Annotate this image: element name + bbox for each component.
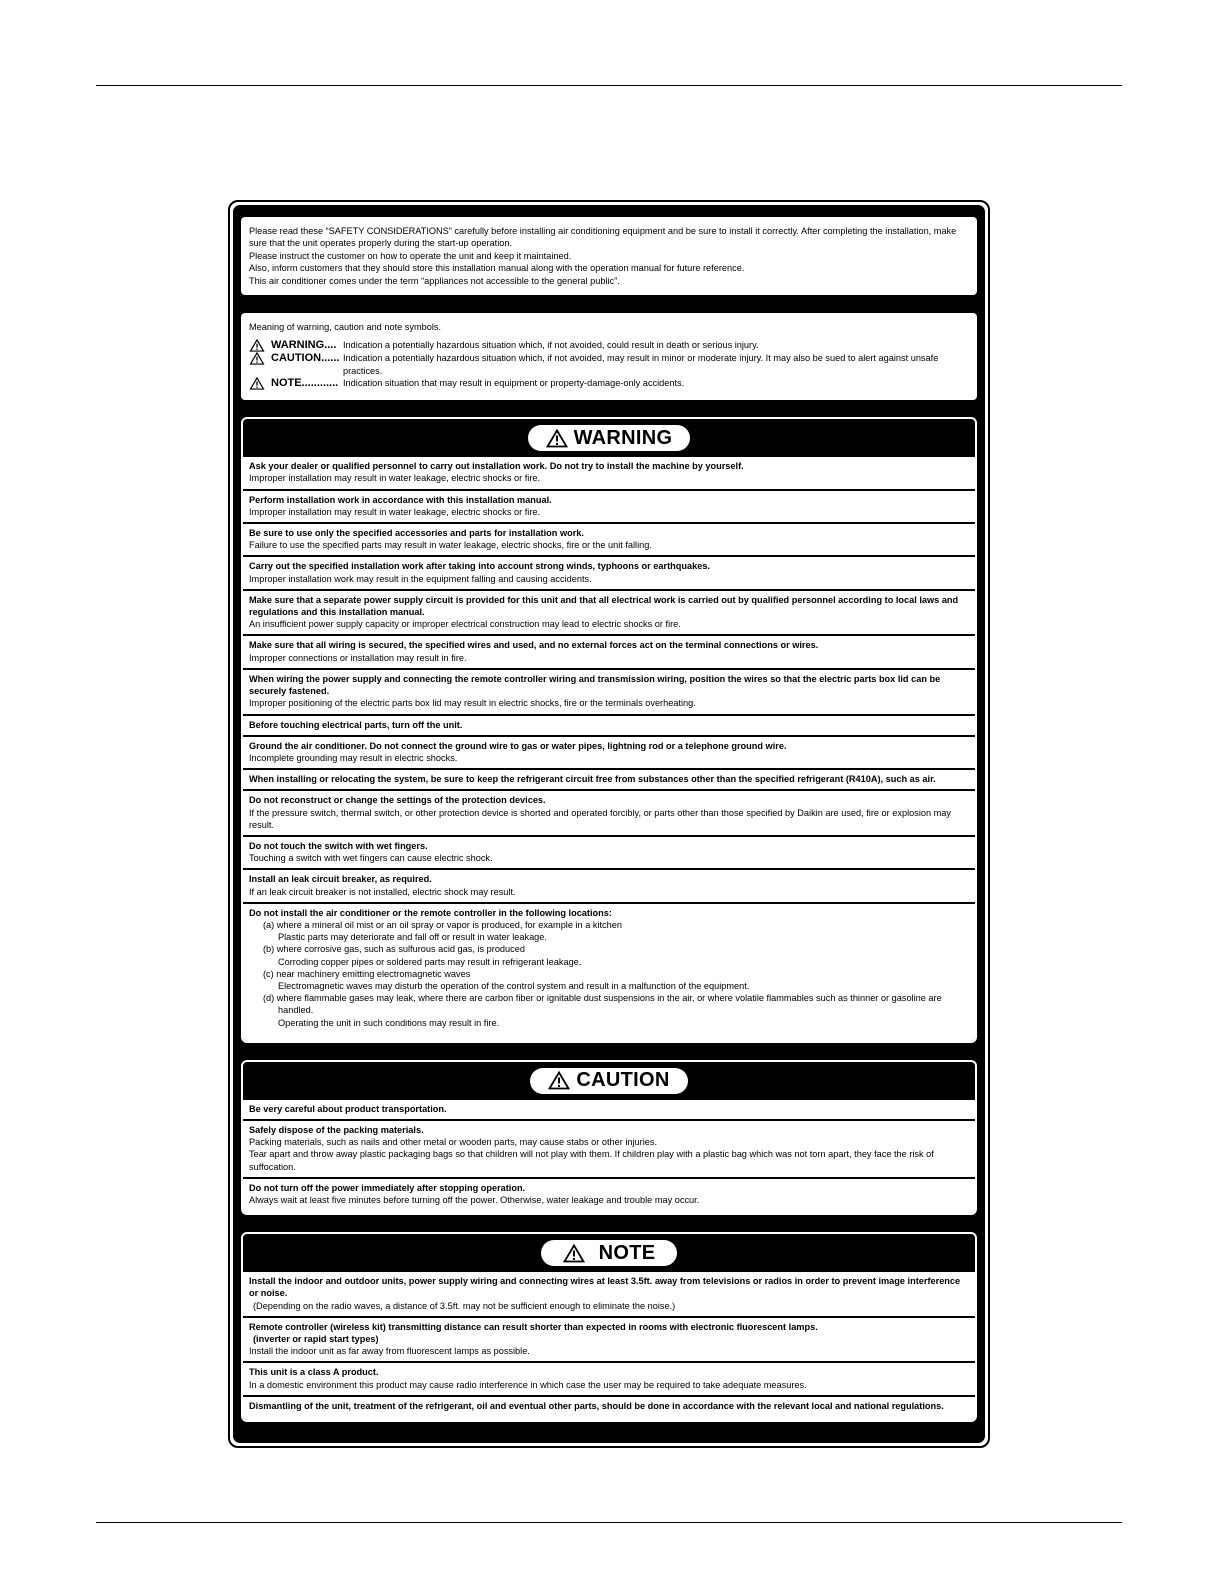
- item-body: Touching a switch with wet fingers can cause electric shock.: [249, 853, 493, 864]
- location-entry: (a) where a mineral oil mist or an oil spray or vapor is produced, for example in a kitchen: [263, 919, 622, 930]
- caution-item: [243, 1179, 975, 1213]
- item-heading: Do not install the air conditioner or the remote controller in the following locations:: [249, 907, 612, 918]
- warning-item-locations: [243, 904, 975, 1041]
- warning-triangle-icon: [563, 1244, 585, 1263]
- note-section: [241, 1232, 977, 1422]
- symbol-row-note: [249, 377, 969, 390]
- item-body: In a domestic environment this product may cause radio interference in which case the user may be required to take adequate measures.: [249, 1379, 807, 1390]
- symbol-text: Indication a potentially hazardous situation which, if not avoided, could result in death or serious injury.: [343, 340, 759, 351]
- item-heading: When wiring the power supply and connecting the remote controller wiring and transmission wiring, position the wires so that the electric parts box lid can be securely fastened.: [249, 673, 941, 697]
- item-body: Improper positioning of the electric parts box lid may result in electric shocks, fire or the terminals overheating.: [249, 698, 696, 709]
- symbol-label: WARNING....: [271, 339, 337, 352]
- symbol-label: CAUTION......: [271, 352, 340, 365]
- item-heading: Be sure to use only the specified accessories and parts for installation work.: [249, 528, 584, 539]
- note-item: [243, 1363, 975, 1396]
- warning-item: [243, 716, 975, 737]
- item-heading: Make sure that a separate power supply circuit is provided for this unit and that all electrical work is carried out by qualified personnel according to local laws and regulations and this installation manual.: [249, 594, 959, 618]
- item-body: Improper installation may result in water leakage, electric shocks or fire.: [249, 473, 541, 484]
- item-heading: Ask your dealer or qualified personnel to carry out installation work. Do not try to install the machine by yourself.: [249, 461, 744, 472]
- item-body: An insufficient power supply capacity or improper electrical construction may lead to electric shocks or fire.: [249, 619, 681, 630]
- caution-section: [241, 1060, 977, 1215]
- warning-item: [243, 770, 975, 791]
- caution-item: [243, 1100, 975, 1121]
- intro-panel: [241, 217, 977, 295]
- item-body: If an leak circuit breaker is not installed, electric shock may result.: [249, 886, 516, 897]
- item-body: Improper connections or installation may result in fire.: [249, 652, 467, 663]
- item-body: Tear apart and throw away plastic packaging bags so that children will not play with them. If children play with a plastic bag which was not torn apart, they face the risk of suffocation.: [249, 1149, 934, 1172]
- item-body: Failure to use the specified parts may result in water leakage, electric shocks, fire or the unit falling.: [249, 540, 652, 551]
- item-heading: Perform installation work in accordance with this installation manual.: [249, 494, 552, 505]
- item-heading: Safely dispose of the packing materials.: [249, 1124, 424, 1135]
- item-heading-continued: (inverter or rapid start types): [253, 1334, 379, 1344]
- item-heading: Remote controller (wireless kit) transmitting distance can result shorter than expected in rooms with electronic fluorescent lamps.: [249, 1321, 818, 1332]
- note-item: [243, 1272, 975, 1318]
- symbol-meaning-panel: [241, 313, 977, 400]
- note-item: [243, 1397, 975, 1420]
- warning-triangle-icon: [249, 377, 265, 390]
- item-heading: Ground the air conditioner. Do not connect the ground wire to gas or water pipes, lightning rod or a telephone ground wire.: [249, 740, 787, 751]
- symbol-row-warning: [249, 339, 969, 352]
- intro-line: Please read these “SAFETY CONSIDERATIONS” carefully before installing air conditioning equipment and be sure to install it correctly. After completing the installation, make sure that the unit operates properly during the start-up operation.: [249, 226, 957, 249]
- warning-item: [243, 524, 975, 557]
- symbol-label: NOTE............: [271, 377, 339, 390]
- warning-item: [243, 670, 975, 716]
- warning-title: WARNING: [573, 426, 673, 449]
- item-heading: This unit is a class A product.: [249, 1367, 379, 1378]
- location-consequence: Electromagnetic waves may disturb the operation of the control system and result in a malfunction of the equipment.: [278, 980, 750, 991]
- item-heading: Do not reconstruct or change the settings of the protection devices.: [249, 795, 546, 806]
- item-body: Packing materials, such as nails and other metal or wooden parts, may cause stabs or other injuries.: [249, 1137, 658, 1148]
- location-consequence: Corroding copper pipes or soldered parts may result in refrigerant leakage.: [278, 956, 582, 967]
- warning-triangle-icon: [249, 339, 265, 352]
- symbol-text: Indication situation that may result in equipment or property-damage-only accidents.: [343, 378, 685, 389]
- note-title: NOTE: [598, 1241, 656, 1264]
- symbol-text: Indication a potentially hazardous situation which, if not avoided, may result in minor or moderate injury. It may also be sued to alert against unsafe practices.: [343, 353, 939, 376]
- warning-item: [243, 491, 975, 524]
- caution-title: CAUTION: [576, 1069, 670, 1092]
- symbol-meaning-title: Meaning of warning, caution and note symbols.: [249, 322, 442, 333]
- note-item: [243, 1318, 975, 1364]
- item-heading: Carry out the specified installation work after taking into account strong winds, typhoons or earthquakes.: [249, 561, 710, 572]
- item-heading: Do not touch the switch with wet fingers.: [249, 840, 428, 851]
- item-heading: Dismantling of the unit, treatment of the refrigerant, oil and eventual other parts, should be done in accordance with the relevant local and national regulations.: [249, 1400, 944, 1411]
- warning-triangle-icon: [548, 1071, 570, 1090]
- item-heading: Do not turn off the power immediately after stopping operation.: [249, 1182, 526, 1193]
- location-consequence: Plastic parts may deteriorate and fall off or result in water leakage.: [278, 932, 547, 943]
- warning-triangle-icon: [249, 352, 265, 365]
- intro-line: Also, inform customers that they should store this installation manual along with the operation manual for future reference.: [249, 263, 745, 274]
- warning-items: [243, 457, 975, 1041]
- safety-considerations-frame: [228, 200, 990, 1448]
- caution-items: [243, 1100, 975, 1213]
- item-heading: Make sure that all wiring is secured, the specified wires and used, and no external forces act on the terminal connections or wires.: [249, 640, 819, 651]
- note-items: [243, 1272, 975, 1420]
- warning-item: [243, 457, 975, 490]
- item-body: Always wait at least five minutes before turning off the power. Otherwise, water leakage and trouble may occur.: [249, 1194, 700, 1205]
- warning-item: [243, 791, 975, 837]
- warning-item: [243, 837, 975, 870]
- intro-line: This air conditioner comes under the term “appliances not accessible to the general public”.: [249, 275, 620, 286]
- note-header: [243, 1234, 975, 1272]
- item-body: Improper installation may result in water leakage, electric shocks or fire.: [249, 506, 541, 517]
- item-heading: Install an leak circuit breaker, as required.: [249, 874, 432, 885]
- item-body: If the pressure switch, thermal switch, or other protection device is shorted and operated forcibly, or parts other than those specified by Daikin are used, fire or explosion may result.: [249, 807, 951, 830]
- symbol-row-caution: [249, 352, 969, 377]
- item-heading: Install the indoor and outdoor units, power supply wiring and connecting wires at least 3.5ft. away from televisions or radios in order to prevent image interference or noise.: [249, 1276, 961, 1299]
- warning-title-pill: [528, 425, 691, 451]
- footer-rule: [96, 1522, 1122, 1523]
- location-entry: (d) where flammable gases may leak, where there are carbon fiber or ignitable dust suspensions in the air, or where volatile flammables such as thinner or gasoline are handled.: [263, 993, 942, 1016]
- warning-item: [243, 557, 975, 590]
- safety-inner: [233, 205, 985, 1443]
- item-body: Incomplete grounding may result in electric shocks.: [249, 752, 458, 763]
- item-heading: When installing or relocating the system, be sure to keep the refrigerant circuit free from substances other than the specified refrigerant (R410A), such as air.: [249, 774, 936, 785]
- header-rule: [96, 85, 1122, 86]
- warning-triangle-icon: [546, 429, 568, 448]
- caution-item: [243, 1121, 975, 1179]
- warning-item: [243, 737, 975, 770]
- intro-line: Please instruct the customer on how to operate the unit and keep it maintained.: [249, 250, 572, 261]
- item-body: Improper installation work may result in the equipment falling and causing accidents.: [249, 573, 592, 584]
- warning-section: [241, 417, 977, 1043]
- location-consequence: Operating the unit in such conditions may result in fire.: [278, 1017, 500, 1028]
- warning-header: [243, 419, 975, 457]
- item-body: Install the indoor unit as far away from fluorescent lamps as possible.: [249, 1346, 530, 1357]
- item-body: (Depending on the radio waves, a distance of 3.5ft. may not be sufficient enough to eliminate the noise.): [253, 1300, 676, 1311]
- warning-item: [243, 636, 975, 669]
- warning-item: [243, 591, 975, 637]
- location-entry: (c) near machinery emitting electromagnetic waves: [263, 968, 471, 979]
- warning-item: [243, 870, 975, 903]
- caution-title-pill: [530, 1068, 687, 1094]
- item-heading: Be very careful about product transportation.: [249, 1103, 447, 1114]
- location-entry: (b) where corrosive gas, such as sulfurous acid gas, is produced: [263, 944, 525, 955]
- item-heading: Before touching electrical parts, turn off the unit.: [249, 719, 463, 730]
- note-title-pill: [541, 1240, 678, 1266]
- caution-header: [243, 1062, 975, 1100]
